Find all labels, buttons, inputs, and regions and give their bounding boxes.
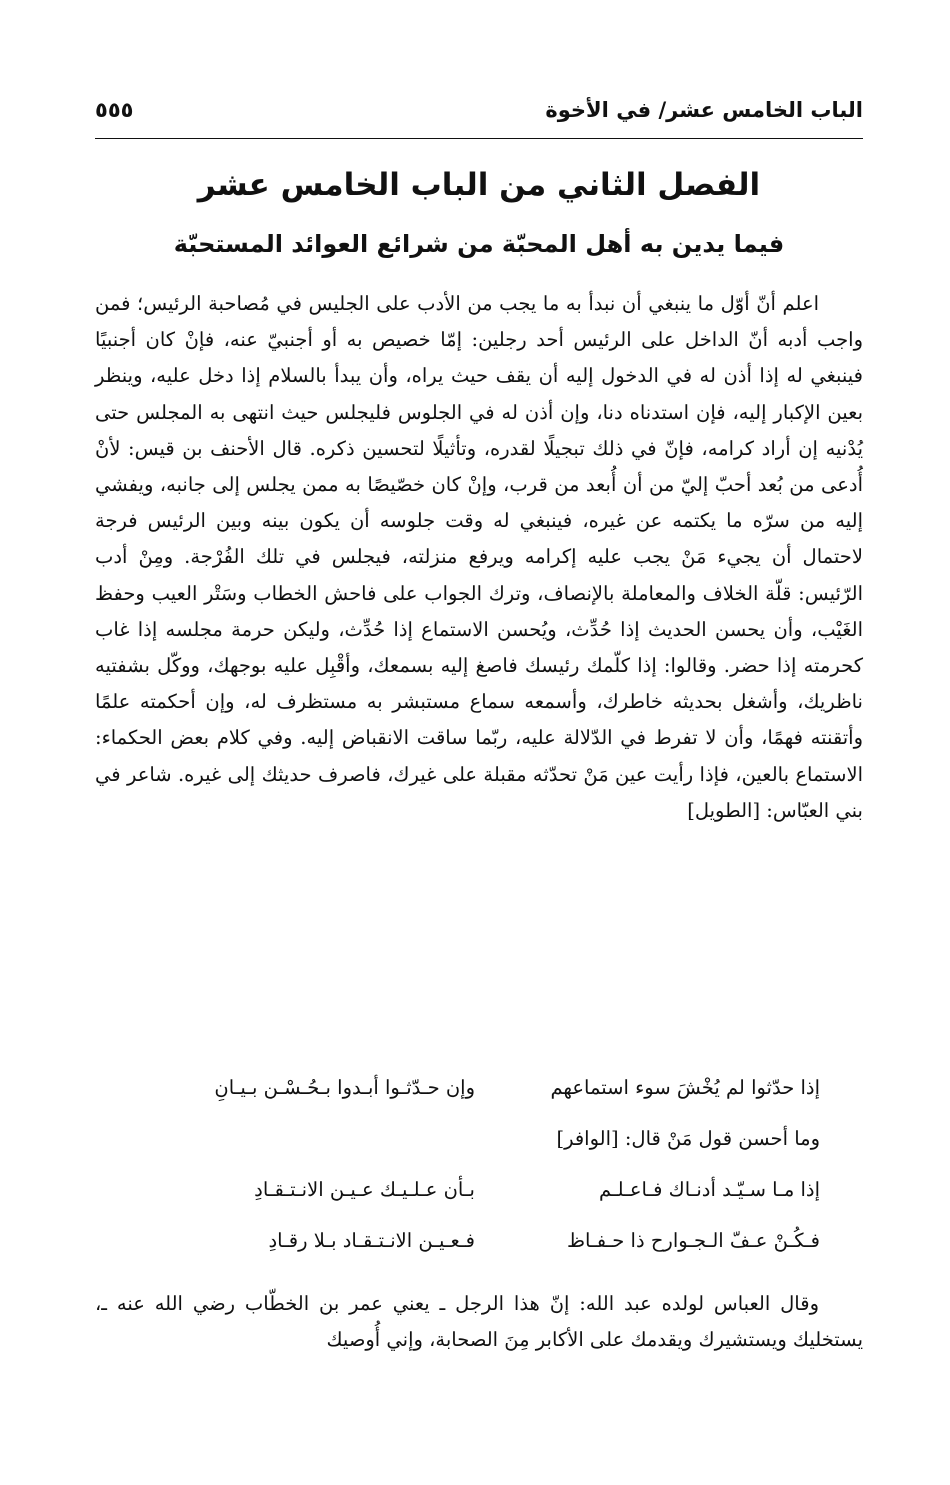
chapter-title: الفصل الثاني من الباب الخامس عشر <box>197 167 761 203</box>
running-title: الباب الخامس عشر/ في الأخوة <box>545 98 863 122</box>
verse-second-hemistich: بـأن عـلـيـك عـيـن الانـتـقـادِ <box>254 1178 475 1201</box>
verse-first-hemistich: إذا حدّثوا لم يُخْشَ سوء استماعهم <box>550 1076 820 1099</box>
verse-line <box>120 1221 820 1272</box>
header-rule <box>95 138 863 139</box>
verse-first-hemistich: إذا مـا سـيّـد أدنـاك فـاعـلـم <box>598 1178 820 1201</box>
chapter-subtitle: فيما يدين به أهل المحبّة من شرائع العوائد المستحبّة <box>173 230 785 258</box>
running-header <box>95 92 863 132</box>
page-number: ٥٥٥ <box>95 98 134 122</box>
verse-line <box>120 1068 820 1119</box>
main-paragraph-block <box>95 286 863 829</box>
verse-first-hemistich: فـكُـنْ عـفّ الـجـوارح ذا حـفـاظ <box>567 1229 820 1252</box>
verse-line <box>120 1170 820 1221</box>
verse-second-hemistich: فـعـيـن الانـتـقـاد بـلا رقـادِ <box>268 1229 475 1252</box>
verse-intro-line <box>120 1119 820 1170</box>
closing-paragraph: وقال العباس لولده عبد الله: إنّ هذا الرجل ـ يعني عمر بن الخطّاب رضي الله عنه ـ، يستخليك ويستشيرك ويقدمك على الأكابر مِنَ الصحابة، وإني أُوصيك <box>95 1292 863 1352</box>
main-paragraph: اعلم أنّ أوّل ما ينبغي أن نبدأ به ما يجب من الأدب على الجليس في مُصاحبة الرئيس؛ فمن واجب أدبه أنّ الداخل على الرئيس أحد رجلين: إمّا خصيص به أو أجنبيّ عنه، فإنْ كان أجنبيًا فينبغي له إذا أذن له في الدخول إليه أن يقف حيث يراه، وأن يبدأ بالسلام إذا دخل عليه، وينظر بعين الإكبار إليه، فإن استدناه دنا، وإن أذن له في الجلوس فليجلس حيث انتهى به المجلس حتى يُدْنيه إن أراد كرامه، فإنّ في ذلك تبجيلًا لقدره، وتأثيلًا لتحسين ذكره. قال الأحنف بن قيس: لأنْ أُدعى من بُعد أحبّ إليّ من أن أُبعد من قرب، وإنْ كان خصّيصًا به ممن يجلس إلى جانبه، ويفشي إليه من سرّه ما يكتمه عن غيره، فينبغي له وقت جلوسه أن يكون بينه وبين الرئيس فرجة لاحتمال أن يجيء مَنْ يجب عليه إكرامه ويرفع منزلته، فيجلس في تلك الفُرْجة. ومِنْ أدب الرّئيس: قلّة الخلاف والمعاملة بالإنصاف، وترك الجواب على فاحش الخطاب وسَتْر العيب وحفظ الغَيْب، وأن يحسن الحديث إذا حُدِّث، ويُحسن الاستماع إذا حُدِّث، وليكن حرمة مجلسه إذا غاب كحرمته إذا حضر. وقالوا: إذا كلّمك رئيسك فاصغ إليه بسمعك، وأقْبِل عليه بوجهك، ووكّل بشفتيه ناظريك، وأشغل بحديثه خاطرك، وأسمعه سماع مستبشر به مستظرف له، وإن أحكمته علمًا وأتقنته فهمًا، وأن لا تفرط في الدّلالة عليه، ربّما ساقت الانقباض إليه. وفي كلام بعض الحكماء: الاستماع بالعين، فإذا رأيت عين مَنْ تحدّثه مقبلة على غيرك، فاصرف حديثك إلى غيره. شاعر في بني العبّاس: [الطويل] <box>95 292 863 822</box>
verse-second-hemistich: وإن حـدّثـوا أبـدوا بـحُـسْـن بـيـانِ <box>214 1076 475 1099</box>
poetry-block <box>120 1068 820 1272</box>
verse-intro-text: وما أحسن قول مَنْ قال: [الوافر] <box>556 1127 820 1150</box>
